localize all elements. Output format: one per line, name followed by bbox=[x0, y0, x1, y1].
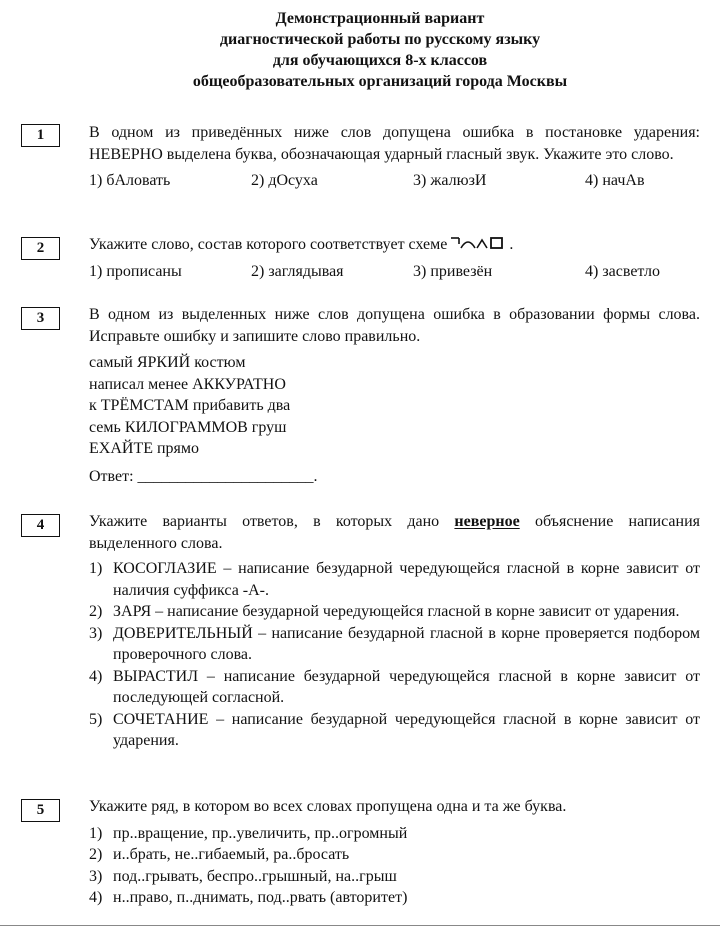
task-2-option-4[interactable]: 4) засветло bbox=[585, 262, 660, 280]
task-number-2: 2 bbox=[21, 237, 60, 260]
task-4-option-1-number: 1) bbox=[89, 560, 103, 577]
task-5-options bbox=[89, 823, 700, 909]
task-1-option-2[interactable]: 2) дОсуха bbox=[251, 172, 318, 189]
task-4-option-3-text: ДОВЕРИТЕЛЬНЫЙ – написание безударной гласной в корне проверяется подбором проверочного слова. bbox=[113, 624, 700, 663]
task-4-option-2[interactable] bbox=[89, 601, 700, 623]
task-5-option-2-number: 2) bbox=[89, 846, 103, 863]
task-number-4: 4 bbox=[21, 514, 60, 537]
task-5-option-4[interactable] bbox=[89, 887, 700, 909]
task-4-option-1-text: КОСОГЛАЗИЕ – написание безударной чередующейся гласной в корне зависит от наличия суффикса -А-. bbox=[113, 560, 700, 599]
task-5-option-3-number: 3) bbox=[89, 867, 103, 885]
document-header bbox=[0, 8, 720, 92]
header-line-3: для обучающихся 8-х классов bbox=[272, 52, 488, 69]
task-2-option-3[interactable]: 3) привезён bbox=[413, 262, 493, 280]
task-1-options bbox=[89, 170, 700, 192]
task-5-option-4-number: 4) bbox=[89, 889, 103, 906]
task-3-phrase-3: к ТРЁМСТАМ прибавить два bbox=[89, 397, 291, 414]
task-4-option-5-number: 5) bbox=[89, 710, 103, 728]
task-5-option-1[interactable] bbox=[89, 823, 700, 845]
task-4-option-4-text: ВЫРАСТИЛ – написание безударной чередующейся гласной в корне зависит от последующей согласной. bbox=[113, 667, 700, 706]
task-number-3: 3 bbox=[21, 307, 60, 330]
task-1-option-4[interactable]: 4) начАв bbox=[585, 172, 645, 189]
task-3-phrase-4: семь КИЛОГРАММОВ груш bbox=[89, 418, 287, 436]
task-number-5: 5 bbox=[21, 799, 60, 822]
task-4-option-3[interactable] bbox=[89, 623, 700, 666]
page-bottom-divider bbox=[0, 925, 720, 926]
task-3-phrase-2: написал менее АККУРАТНО bbox=[89, 375, 286, 393]
task-2-options bbox=[89, 261, 700, 283]
task-3-answer-field[interactable]: ______________________. bbox=[137, 467, 318, 485]
task-1-option-3[interactable]: 3) жалюзИ bbox=[413, 172, 487, 189]
task-5-text: Укажите ряд, в котором во всех словах пропущена одна и та же буква. bbox=[89, 798, 567, 815]
task-4-option-4-number: 4) bbox=[89, 667, 103, 685]
header-line-4: общеобразовательных организаций города Москвы bbox=[192, 73, 568, 90]
task-5-option-3[interactable] bbox=[89, 866, 700, 888]
task-2-option-1[interactable]: 1) прописаны bbox=[89, 262, 182, 280]
task-4-options bbox=[89, 558, 700, 752]
task-5-option-4-text: н..право, п..днимать, под..рвать (авторитет) bbox=[113, 889, 408, 906]
task-4-text bbox=[89, 511, 700, 554]
task-1-text: В одном из приведённых ниже слов допущена ошибка в постановке ударения: НЕВЕРНО выделена буква, обозначающая ударный гласный звук. Укажите это слово. bbox=[89, 124, 700, 163]
task-2-option-2[interactable]: 2) заглядывая bbox=[251, 262, 344, 280]
word-structure-scheme-icon bbox=[449, 235, 509, 251]
task-5-option-1-text: пр..вращение, пр..увеличить, пр..огромный bbox=[113, 824, 408, 842]
header-line-1: Демонстрационный вариант bbox=[275, 10, 485, 27]
task-4-emphasis: неверное bbox=[454, 513, 520, 530]
task-2-text-end: . bbox=[509, 236, 514, 253]
task-3-answer-label: Ответ: bbox=[89, 467, 138, 485]
task-4-option-2-number: 2) bbox=[89, 603, 103, 620]
task-5-option-3-text: под..грывать, беспро..грышный, на..грыш bbox=[113, 867, 397, 885]
task-3-answer-row bbox=[89, 466, 700, 488]
task-5-option-1-number: 1) bbox=[89, 824, 103, 842]
task-3-phrase-5: ЕХАЙТЕ прямо bbox=[89, 440, 200, 457]
task-2-text: Укажите слово, состав которого соответствует схеме bbox=[89, 236, 448, 253]
task-2-text-line bbox=[89, 234, 700, 256]
task-3-phrases bbox=[89, 352, 700, 460]
task-4-text-before: Укажите варианты ответов, в которых дано bbox=[89, 513, 455, 530]
task-4-option-4[interactable] bbox=[89, 666, 700, 709]
task-4-option-1[interactable] bbox=[89, 558, 700, 601]
task-3-phrase-1: самый ЯРКИЙ костюм bbox=[89, 354, 246, 371]
task-4-option-5[interactable] bbox=[89, 709, 700, 752]
task-1-option-1[interactable]: 1) бАловать bbox=[89, 172, 171, 189]
task-5-option-2[interactable] bbox=[89, 844, 700, 866]
task-4-option-5-text: СОЧЕТАНИЕ – написание безударной чередующейся гласной в корне зависит от ударения. bbox=[113, 710, 700, 749]
task-number-1: 1 bbox=[21, 124, 60, 147]
task-4-text-after: объяснение написания выделенного слова. bbox=[89, 513, 701, 552]
header-line-2: диагностической работы по русскому языку bbox=[219, 31, 541, 48]
task-3-text: В одном из выделенных ниже слов допущена ошибка в образовании формы слова. Исправьте ошибку и запишите слово правильно. bbox=[89, 306, 700, 345]
task-4-option-2-text: ЗАРЯ – написание безударной чередующейся гласной в корне зависит от ударения. bbox=[113, 603, 680, 620]
task-5-option-2-text: и..брать, не..гибаемый, ра..бросать bbox=[113, 846, 350, 863]
task-4-option-3-number: 3) bbox=[89, 624, 103, 642]
